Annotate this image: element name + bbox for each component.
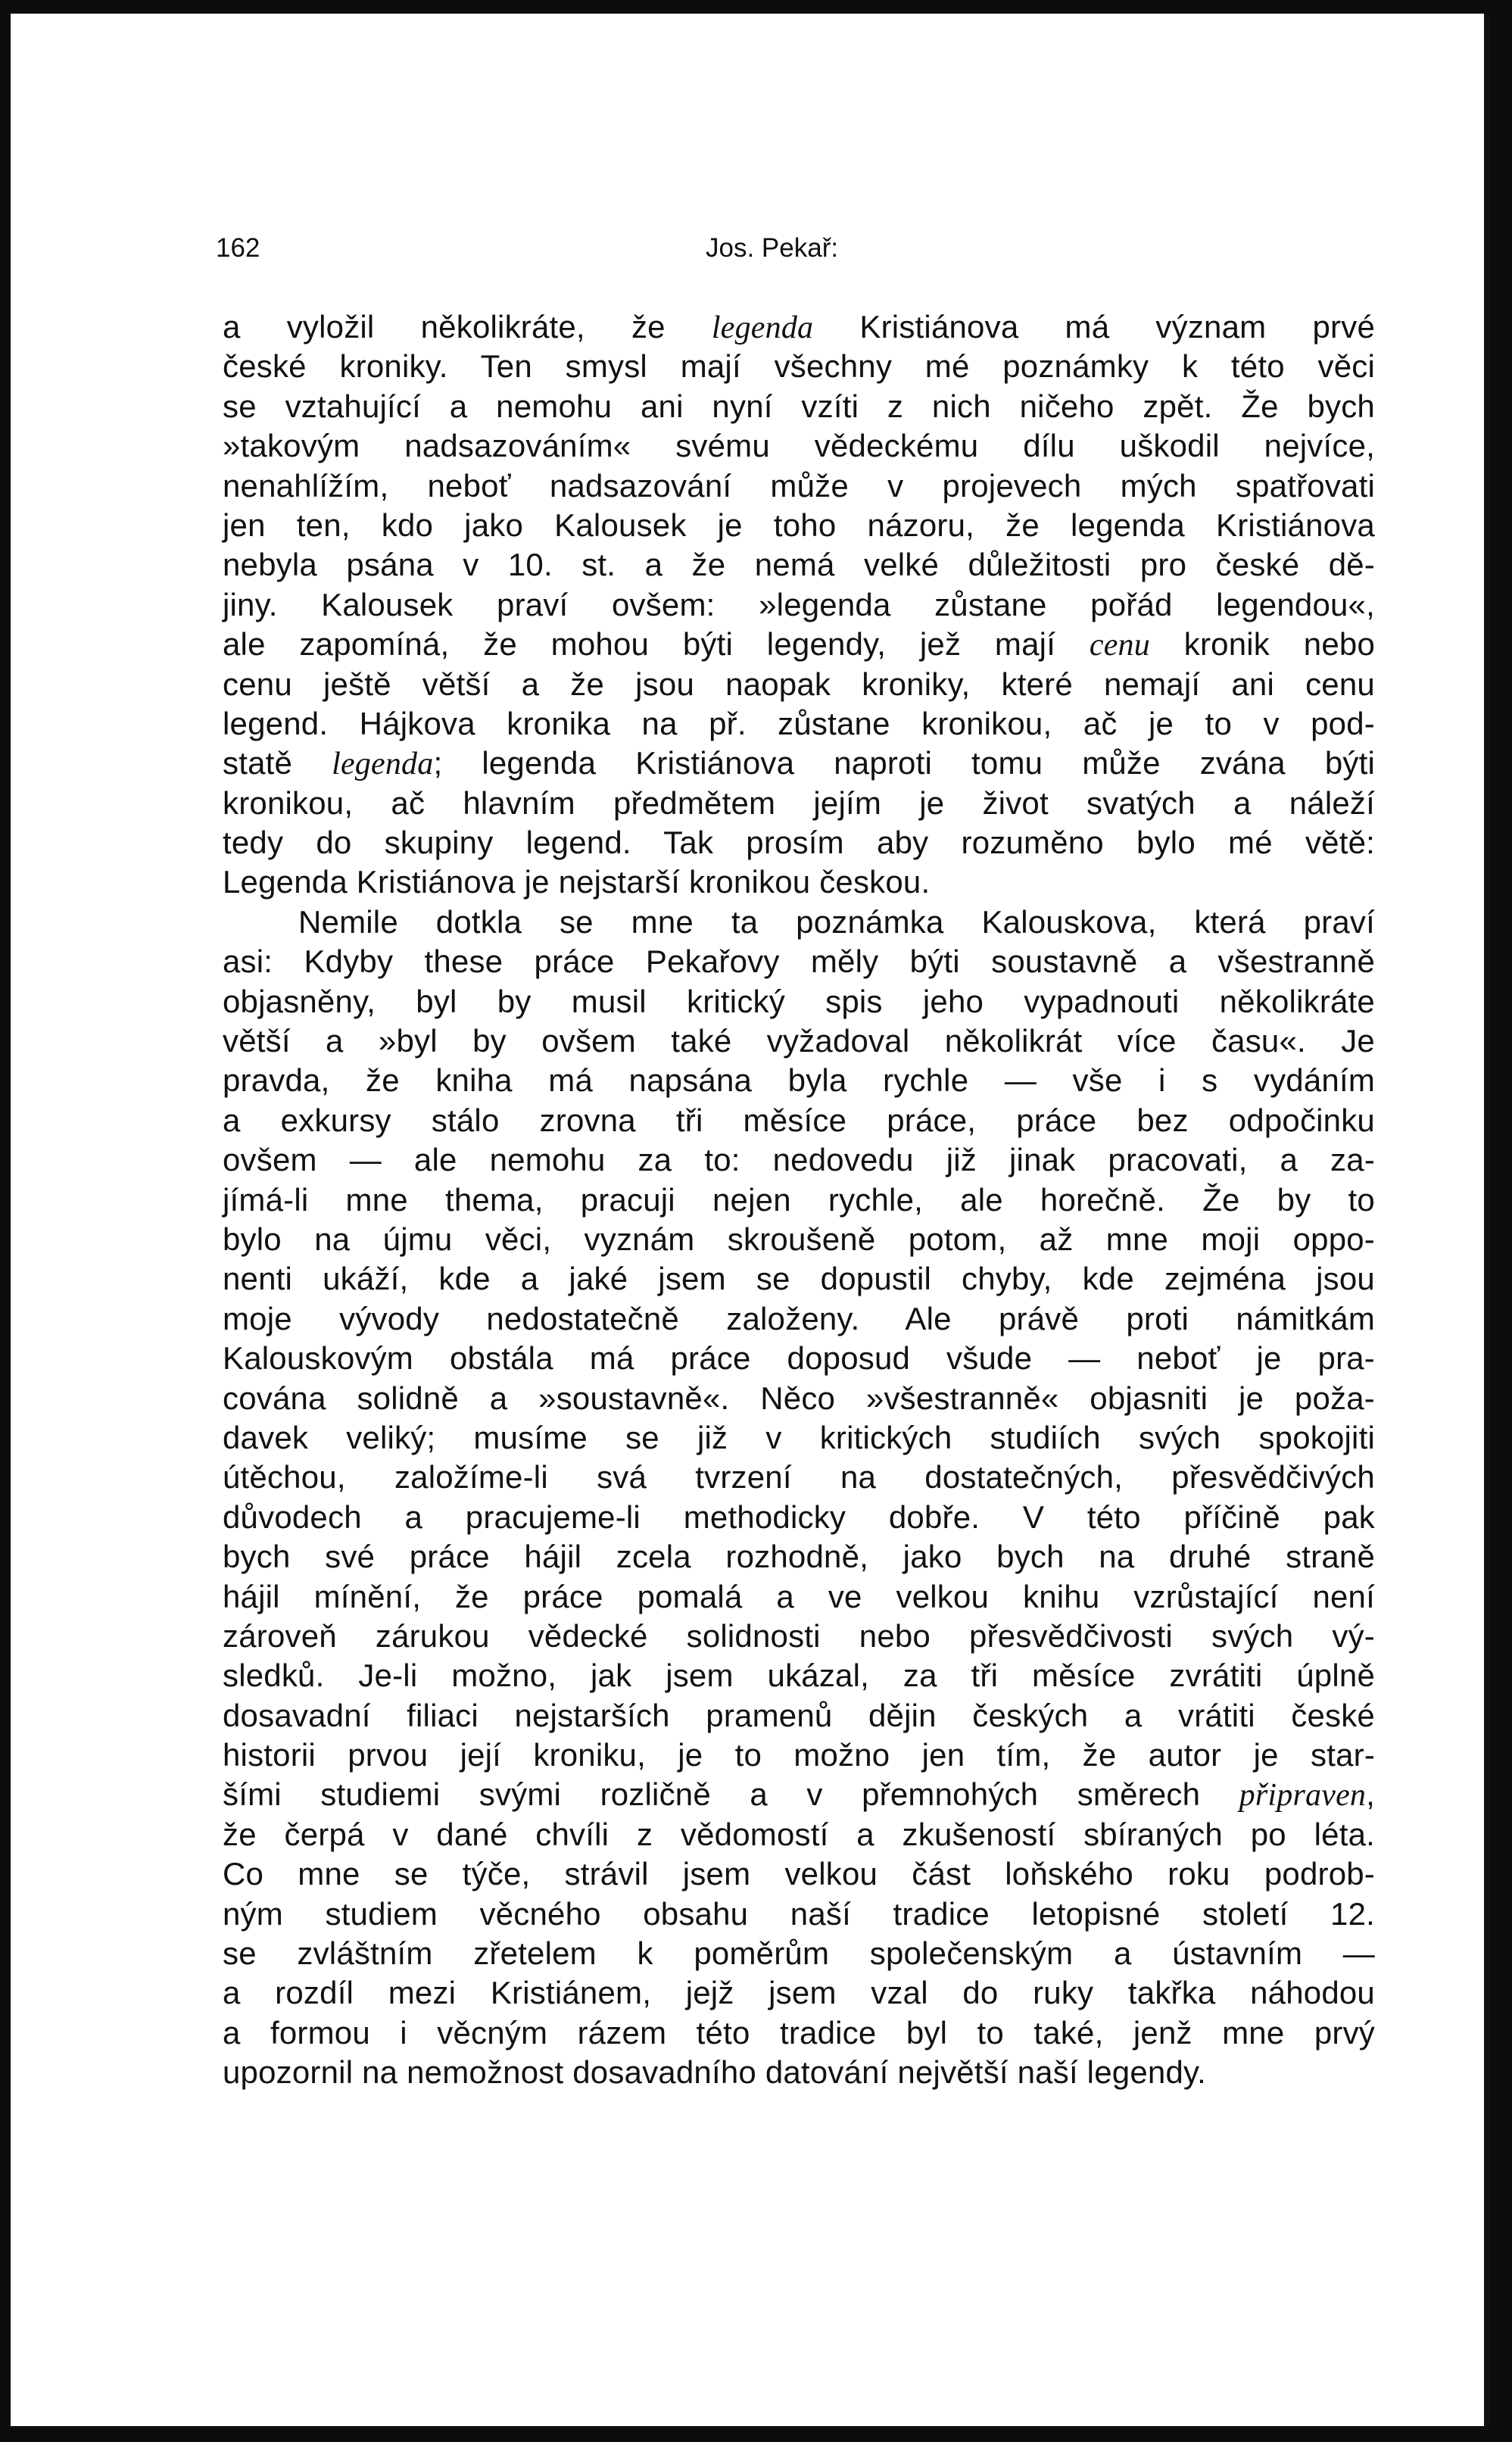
text-run: důvodech a pracujeme-li methodicky dobře. V této příčině pak (223, 1499, 1375, 1535)
text-run: Kalouskovým obstála má práce doposud všude — neboť je pra- (223, 1340, 1375, 1377)
text-line (223, 347, 1375, 386)
text-run: historii prvou její kroniku, je to možno jen tím, že autor je star- (223, 1737, 1375, 1773)
text-run: cenu ještě větší a že jsou naopak kroniky, které nemají ani cenu (223, 666, 1375, 702)
text-line (223, 545, 1375, 585)
text-run: moje vývody nedostatečně založeny. Ale právě proti námitkám (223, 1300, 1375, 1336)
text-run: sledků. Je-li možno, jak jsem ukázal, za tři měsíce zvrátiti úplně (223, 1658, 1375, 1694)
text-line (223, 1259, 1375, 1299)
page-edge-shadow (1484, 14, 1490, 2426)
text-line (223, 1775, 1375, 1814)
text-line (223, 1815, 1375, 1854)
text-run: Nemile dotkla se mne ta poznámka Kalouskova, která praví (298, 903, 1375, 940)
text-line (223, 625, 1375, 664)
italic-term: připraven (1239, 1778, 1367, 1814)
text-run: hájil mínění, že práce pomalá a ve velkou knihu vzrůstající není (223, 1578, 1375, 1614)
text-run: asi: Kdyby these práce Pekařovy měly býti soustavně a všestranně (223, 943, 1375, 980)
italic-term: legenda (711, 310, 814, 345)
text-run: cována solidně a »soustavně«. Něco »všestranně« objasniti je poža- (223, 1380, 1375, 1416)
book-page (11, 14, 1490, 2426)
text-line (223, 585, 1375, 625)
text-line (223, 1140, 1375, 1180)
text-run: nenti ukáží, kde a jaké jsem se dopustil chyby, kde zejména jsou (223, 1261, 1375, 1297)
text-run: se zvláštním zřetelem k poměrům společenským a ústavním — (223, 1935, 1375, 1972)
text-line (223, 1021, 1375, 1061)
text-run: dosavadní filiaci nejstarších pramenů dějin českých a vrátiti české (223, 1697, 1375, 1733)
text-run: kronikou, ač hlavním předmětem jejím je život svatých a náleží (223, 784, 1375, 821)
text-run: kronik nebo (1149, 626, 1375, 663)
text-line (223, 1418, 1375, 1458)
text-line (223, 1577, 1375, 1617)
text-line (223, 1061, 1375, 1100)
text-line (223, 1339, 1375, 1378)
text-run: nenahlížím, neboť nadsazování může v projevech mých spatřovati (223, 467, 1375, 504)
text-run: že čerpá v dané chvíli z vědomostí a zkušeností sbíraných po léta. (223, 1816, 1375, 1852)
page-header (210, 233, 1376, 286)
text-line (223, 466, 1375, 506)
running-title: Jos. Pekař: (706, 233, 839, 263)
text-line (223, 665, 1375, 704)
text-run: české kroniky. Ten smysl mají všechny mé poznámky k této věci (223, 348, 1375, 385)
italic-term: cenu (1089, 628, 1150, 663)
text-line (223, 823, 1375, 862)
text-line (223, 1458, 1375, 1497)
text-line (223, 1617, 1375, 1656)
text-run: ; legenda Kristiánova naproti tomu může zvána býti (433, 745, 1375, 781)
text-line (223, 982, 1375, 1021)
text-run: legend. Hájkova kronika na př. zůstane kronikou, ač je to v pod- (223, 705, 1375, 741)
text-line (223, 307, 1375, 347)
text-line (223, 426, 1375, 466)
text-run: objasněny, byl by musil kritický spis jeho vypadnouti několikráte (223, 983, 1375, 1019)
text-run: statě (223, 745, 332, 781)
text-run: bych své práce hájil zcela rozhodně, jako bych na druhé straně (223, 1539, 1375, 1575)
text-run: pravda, že kniha má napsána byla rychle — vše i s vydáním (223, 1062, 1375, 1099)
text-run: ovšem — ale nemohu za to: nedovedu již jinak pracovati, a za- (223, 1142, 1375, 1178)
text-line (223, 1379, 1375, 1418)
text-line (223, 1101, 1375, 1140)
text-run: šími studiemi svými rozličně a v přemnohých směrech (223, 1776, 1239, 1813)
text-run: a formou i věcným rázem této tradice byl to také, jenž mne prvý (223, 2014, 1375, 2051)
text-run: nebyla psána v 10. st. a že nemá velké důležitosti pro české dě- (223, 547, 1375, 583)
text-line (223, 862, 1375, 902)
text-line (223, 1934, 1375, 1973)
text-line (223, 704, 1375, 744)
body-text (223, 307, 1375, 2093)
text-line (223, 1180, 1375, 1220)
text-line (223, 1895, 1375, 1934)
text-run: jen ten, kdo jako Kalousek je toho názoru, že legenda Kristiánova (223, 507, 1375, 543)
text-run: a vyložil několikráte, že (223, 309, 712, 345)
text-line (223, 942, 1375, 981)
text-run: ale zapomíná, že mohou býti legendy, jež mají (223, 626, 1090, 663)
text-run: »takovým nadsazováním« svému vědeckému dílu uškodil nejvíce, (223, 428, 1375, 464)
text-line (223, 1973, 1375, 2013)
text-run: upozornil na nemožnost dosavadního datování největší naší legendy. (223, 2054, 1206, 2091)
text-run: ným studiem věcného obsahu naší tradice letopisné století 12. (223, 1895, 1375, 1932)
text-line (223, 1696, 1375, 1736)
text-line (223, 1854, 1375, 1894)
text-run: jiny. Kalousek praví ovšem: »legenda zůstane pořád legendou«, (223, 586, 1375, 622)
text-line (223, 506, 1375, 545)
text-run: a rozdíl mezi Kristiánem, jejž jsem vzal do ruky takřka náhodou (223, 1975, 1375, 2011)
text-run: , (1366, 1776, 1375, 1813)
text-run: a exkursy stálo zrovna tři měsíce práce, práce bez odpočinku (223, 1102, 1375, 1138)
text-line (223, 1656, 1375, 1695)
text-line (223, 1220, 1375, 1259)
text-run: útěchou, založíme-li svá tvrzení na dostatečných, přesvědčivých (223, 1459, 1375, 1495)
text-line (223, 1498, 1375, 1537)
text-line (223, 1736, 1375, 1775)
text-run: větší a »byl by ovšem také vyžadoval několikrát více času«. Je (223, 1023, 1375, 1059)
text-line (223, 903, 1375, 942)
text-line (223, 2013, 1375, 2053)
text-run: Legenda Kristiánova je nejstarší kronikou českou. (223, 864, 931, 900)
text-run: tedy do skupiny legend. Tak prosím aby rozuměno bylo mé větě: (223, 825, 1375, 861)
text-run: Co mne se týče, strávil jsem velkou část loňského roku podrob- (223, 1856, 1375, 1892)
text-line (223, 1299, 1375, 1339)
text-run: bylo na újmu věci, vyznám skroušeně potom, až mne moji oppo- (223, 1221, 1375, 1257)
text-run: Kristiánova má význam prvé (813, 309, 1375, 345)
italic-term: legenda (332, 747, 434, 782)
text-line (223, 744, 1375, 783)
text-line (223, 784, 1375, 823)
text-run: se vztahující a nemohu ani nyní vzíti z nich ničeho zpět. Že bych (223, 388, 1375, 424)
text-run: zároveň zárukou vědecké solidnosti nebo přesvědčivosti svých vý- (223, 1617, 1375, 1654)
text-line (223, 1537, 1375, 1577)
text-run: davek veliký; musíme se již v kritických studiích svých spokojiti (223, 1419, 1375, 1455)
text-run: jímá-li mne thema, pracuji nejen rychle, ale horečně. Že by to (223, 1181, 1375, 1218)
text-line (223, 2053, 1375, 2092)
text-line (223, 387, 1375, 426)
page-number: 162 (216, 233, 260, 263)
